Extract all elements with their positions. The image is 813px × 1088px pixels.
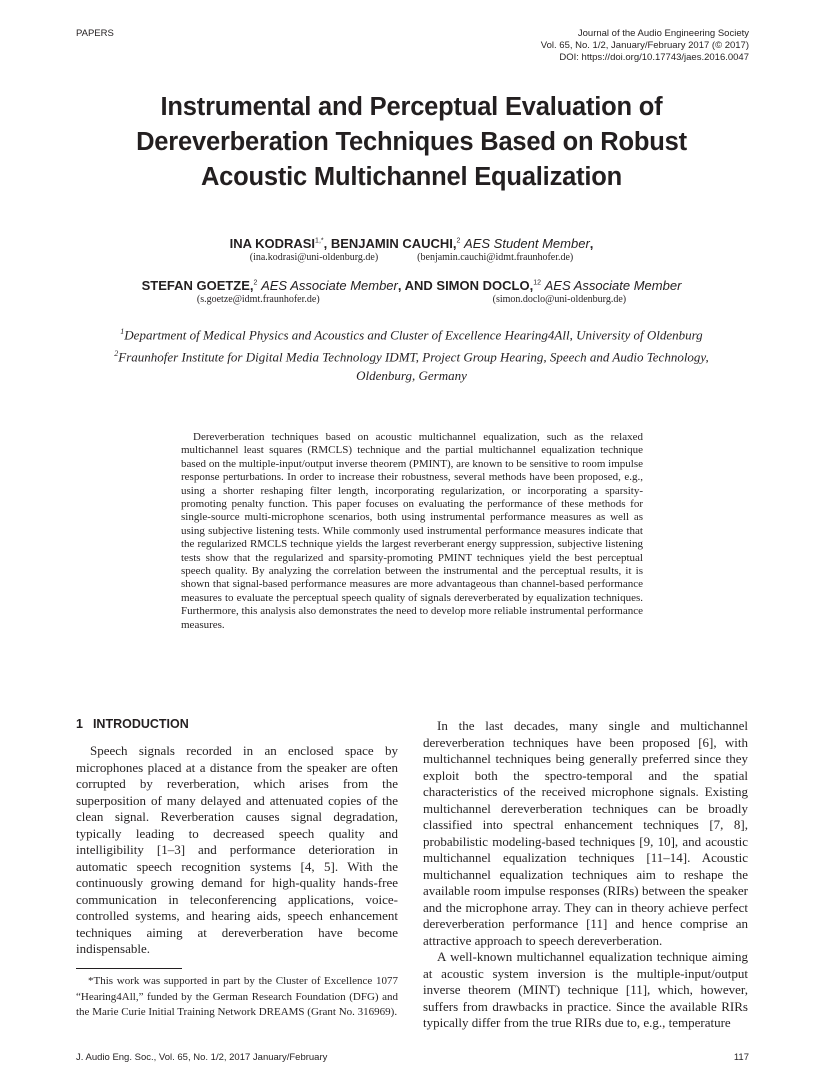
affiliation-2: $^2$Fraunhofer Institute for Digital Media Technology IDMT, Project Group Hearing, Speech and Audio Technology, — [114, 348, 709, 365]
author-membership: AES Associate Member — [261, 278, 398, 293]
affiliations — [60, 323, 763, 385]
body-left-column — [76, 743, 398, 958]
body-right-column — [423, 718, 748, 1032]
title-line-1: Instrumental and Perceptual Evaluation of — [160, 93, 663, 121]
title-line-2: Dereverberation Techniques Based on Robust — [136, 128, 687, 156]
author-email[interactable]: (simon.doclo@uni-oldenburg.de) — [492, 294, 627, 305]
paragraph: A well-known multichannel equalization technique aiming at acoustic system inversion is the multiple-input/output inverse theorem (MINT) technique [11], which, however, suffers from drawbacks in practice. Since the available RIRs typically differ from the true RIRs due to, e.g., temperature — [423, 949, 748, 1030]
author-superscript: 2 — [456, 237, 461, 245]
authors-line-2: STEFAN GOETZE,$^2$ AES Associate Member, AND SIMON DOCLO,$^{12}$ AES Associate Member (s.goetze@idmt.fraunhofer.de) (simon.doclo@uni-oldenburg.de) — [141, 278, 682, 305]
author-superscript: 2 — [253, 279, 258, 287]
author-email[interactable]: (benjamin.cauchi@idmt.fraunhofer.de) — [417, 252, 574, 263]
running-header-journal — [541, 28, 749, 64]
section-number: 1 — [76, 717, 83, 731]
running-header-section: PAPERS — [76, 28, 114, 39]
affiliation-1: $^1$Department of Medical Physics and Acoustics and Cluster of Excellence Hearing4All, University of Oldenburg — [120, 327, 703, 343]
volume-info: Vol. 65, No. 1/2, January/February 2017 (© 2017) — [540, 40, 749, 51]
author-name: BENJAMIN CAUCHI, — [330, 236, 457, 251]
journal-name: Journal of the Audio Engineering Society — [577, 28, 749, 39]
affiliation-2-location: Oldenburg, Germany — [356, 367, 467, 383]
footnote: *This work was supported in part by the Cluster of Excellence 1077 “Hearing4All,” funded by the German Research Foundation (DFG) and the Marie Curie Initial Training Network DREAMS (Grant No. 316969). — [76, 975, 398, 1018]
paragraph: Speech signals recorded in an enclosed space by microphones placed at a distance from the speaker are often corrupted by reverberation, which arises from the superposition of many delayed and attenuated copies of the clean signal. Reverberation causes signal degradation, typically leading to decreased speech quality and intelligibility [1–3] and performance deterioration in automatic speech recognition systems [4, 5]. With the continuously growing demand for high-quality hands-free communication in teleconferencing applications, voice-controlled systems, and hearing aids, speech enhancement techniques aiming at dereverberation have become indispensable. — [76, 743, 398, 956]
author-superscript: 12 — [533, 279, 541, 287]
title-line-3: Acoustic Multichannel Equalization — [200, 163, 623, 191]
author-name: STEFAN GOETZE, — [141, 278, 254, 293]
footer-citation: J. Audio Eng. Soc., Vol. 65, No. 1/2, 2017 January/February — [76, 1052, 328, 1063]
section-heading — [76, 717, 189, 731]
section-title: INTRODUCTION — [92, 717, 189, 731]
paragraph: In the last decades, many single and multichannel dereverberation techniques have been proposed [6], with multichannel techniques being generally preferred since they exploit both the spectro-temporal and the spatial characteristics of the received microphone signals. Existing multichannel dereverberation techniques can be broadly classified into spectral enhancement techniques [7, 8], probabilistic modeling-based techniques [9, 10], and acoustic multichannel equalization techniques [11–14]. Acoustic multichannel equalization techniques aim to reshape the available room impulse responses (RIRs) between the speaker and the microphone array. They can in theory achieve perfect dereverberation performance [11] and hence comprise an attractive approach to speech dereverberation. — [423, 718, 748, 948]
authors-line-1: INA $KODRASI^{1,*}$, BENJAMIN CAUCHI,$^2$ AES Student Member, (ina.kodrasi@uni-oldenburg.de) (benjamin.cauchi@idmt.fraunhofer.de) — [229, 236, 594, 263]
author-membership: AES Student Member — [464, 236, 590, 251]
footnote-rule — [76, 968, 182, 969]
author-name: AND SIMON DOCLO, — [404, 278, 534, 293]
author-superscript: 1,* — [315, 237, 324, 245]
author-membership: AES Associate Member — [544, 278, 682, 293]
author-email[interactable]: (ina.kodrasi@uni-oldenburg.de) — [249, 252, 379, 263]
doi-link[interactable]: DOI: https://doi.org/10.17743/jaes.2016.0047 — [559, 52, 749, 63]
abstract: Dereverberation techniques based on acoustic multichannel equalization, such as the relaxed multichannel least squares (RMCLS) technique and the partial multichannel equalization technique based on the multiple-input/output inverse theorem (PMINT), are known to be sensitive to room impulse response perturbations. In order to increase their robustness, several methods have been proposed, e.g., using a shorter reshaping filter length, incorporating regularization, or incorporating a sparsity-promoting penalty function. This paper focuses on evaluating the performance of these methods for single-source multi-microphone scenarios, both using instrumental performance measures as well as using subjective listening tests. While commonly used instrumental performance measures indicate that the regularized RMCLS technique yields the largest reverberant energy suppression, subjective listening tests show that the regularized and sparsity-promoting PMINT techniques yield the best perceptual speech quality. By analyzing the correlation between the instrumental and the perceptual results, it is shown that signal-based performance measures are more advantageous than channel-based performance measures to evaluate the perceptual speech quality of signals dereverberated by equalization techniques. Furthermore, this analysis also demonstrates the need to develop more reliable instrumental performance measures. — [181, 431, 643, 631]
author-email[interactable]: (s.goetze@idmt.fraunhofer.de) — [196, 294, 320, 305]
author-name: INA KODRASI — [229, 236, 316, 251]
page-number: 117 — [733, 1052, 749, 1063]
paper-title — [60, 90, 763, 195]
